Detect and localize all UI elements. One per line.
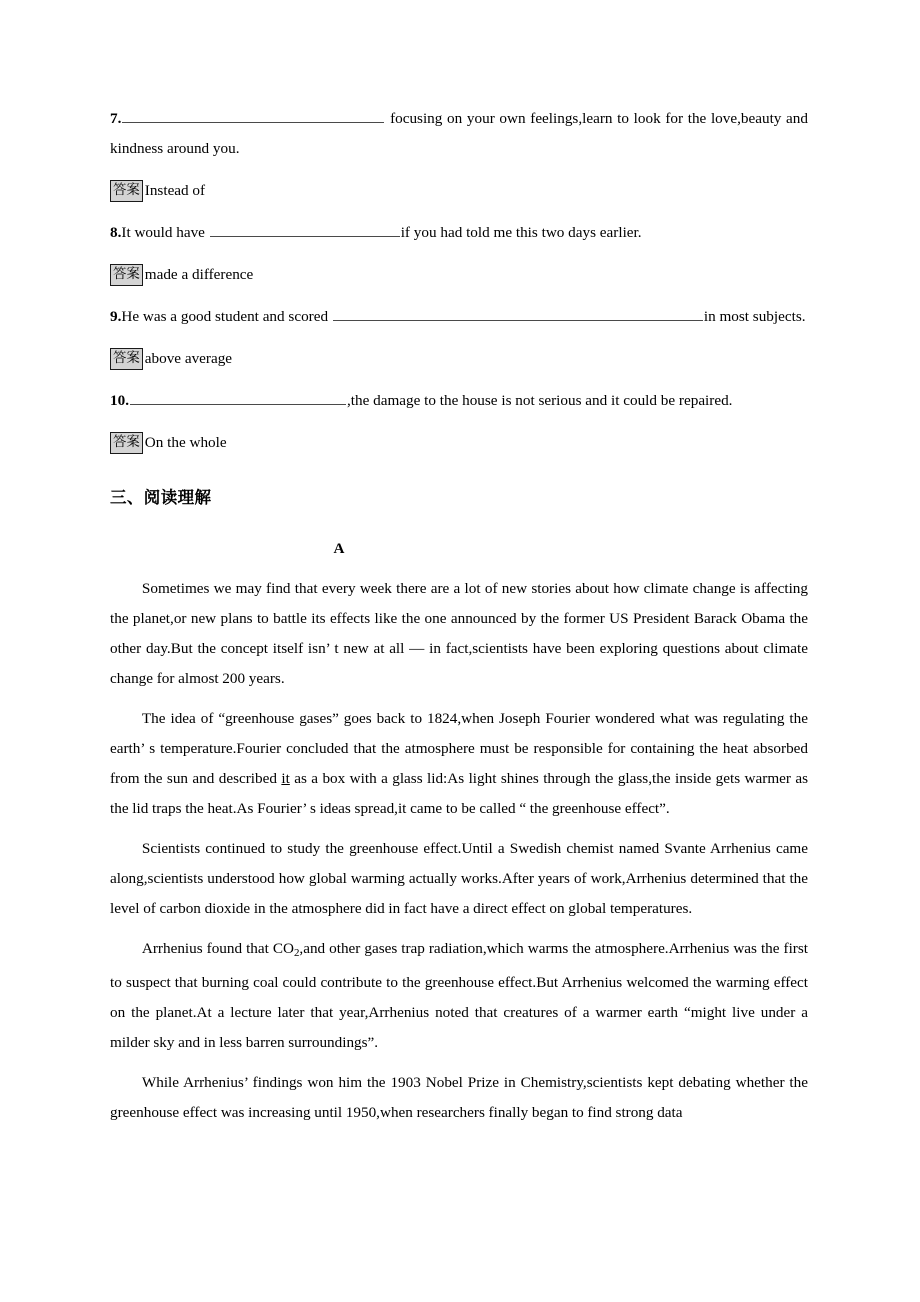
answer-badge: 答案 xyxy=(110,264,143,286)
question-7-number: 7. xyxy=(110,110,122,127)
question-8-text-before: It would have xyxy=(121,224,209,241)
paragraph-4-part-2: ,and other gases trap radiation,which warms the atmosphere.Arrhenius was the first to suspect that burning coal could contribute to the greenhouse effect.But Arrhenius welcomed the warming effect on the planet.At a lecture later that year,Arrhenius noted that creatures of a warmer earth “might live under a milder sky and in less barren surroundings”. xyxy=(110,940,808,1052)
answer-badge: 答案 xyxy=(110,432,143,454)
answer-9-text: above average xyxy=(144,350,233,367)
question-10 xyxy=(110,386,808,416)
passage-paragraph-1: Sometimes we may find that every week there are a lot of new stories about how climate change is affecting the planet,or new plans to battle its effects like the one announced by the former US President Barack Obama the other day.But the concept itself isn’ t new at all — in fact,scientists have been exploring questions about climate change for almost 200 years. xyxy=(110,580,808,687)
question-8-text-after: if you had told me this two days earlier. xyxy=(400,224,642,241)
question-10-number: 10. xyxy=(110,392,129,409)
passage-paragraph-4 xyxy=(110,934,808,1058)
question-7 xyxy=(110,104,808,164)
question-9 xyxy=(110,302,808,332)
passage-paragraph-5: While Arrhenius’ findings won him the 1903 Nobel Prize in Chemistry,scientists kept debating whether the greenhouse effect was increasing until 1950,when researchers finally began to find strong data xyxy=(110,1074,808,1122)
question-9-text-before: He was a good student and scored xyxy=(121,308,332,325)
paragraph-2-part-1: The idea of “greenhouse gases” goes back to 1824,when Joseph Fourier wondered what was regulating the earth’ s temperature.Fourier concluded that the atmosphere must be responsible for containing the heat absorbed from the sun and described xyxy=(110,710,808,787)
paragraph-4-part-1: Arrhenius found that CO xyxy=(141,940,294,957)
answer-9 xyxy=(110,344,808,374)
answer-10 xyxy=(110,428,808,458)
section-heading-reading-comprehension: 三、阅读理解 xyxy=(110,488,212,507)
answer-8 xyxy=(110,260,808,290)
answer-badge: 答案 xyxy=(110,180,143,202)
answer-badge: 答案 xyxy=(110,348,143,370)
co2-subscript: 2 xyxy=(293,947,300,960)
paragraph-2-underlined-word: it xyxy=(281,770,290,787)
question-9-number: 9. xyxy=(110,308,122,325)
answer-7-text: Instead of xyxy=(144,182,206,199)
question-10-text: ,the damage to the house is not serious and it could be repaired. xyxy=(346,392,733,409)
question-7-text: focusing on your own feelings,learn to look for the love,beauty and kindness around you. xyxy=(110,110,808,157)
passage-label-a: A xyxy=(333,540,345,557)
question-8-blank[interactable] xyxy=(210,222,400,237)
paragraph-2-part-2: as a box with a glass lid:As light shines through the glass,the inside gets warmer as the lid traps the heat.As Fourier’ s ideas spread,it came to be called “ the greenhouse effect”. xyxy=(110,770,809,817)
question-9-blank[interactable] xyxy=(333,306,703,321)
passage-paragraph-3: Scientists continued to study the greenhouse effect.Until a Swedish chemist named Svante Arrhenius came along,scientists understood how global warming actually works.After years of work,Arrhenius determined that the level of carbon dioxide in the atmosphere did in fact have a direct effect on global temperatures. xyxy=(110,840,808,917)
answer-10-text: On the whole xyxy=(144,434,227,451)
passage-paragraph-2 xyxy=(110,704,808,824)
question-8-number: 8. xyxy=(110,224,122,241)
question-7-blank[interactable] xyxy=(122,108,384,123)
answer-8-text: made a difference xyxy=(144,266,254,283)
question-8 xyxy=(110,218,808,248)
question-10-blank[interactable] xyxy=(130,390,346,405)
answer-7 xyxy=(110,176,808,206)
question-9-text-after: in most subjects. xyxy=(703,308,806,325)
